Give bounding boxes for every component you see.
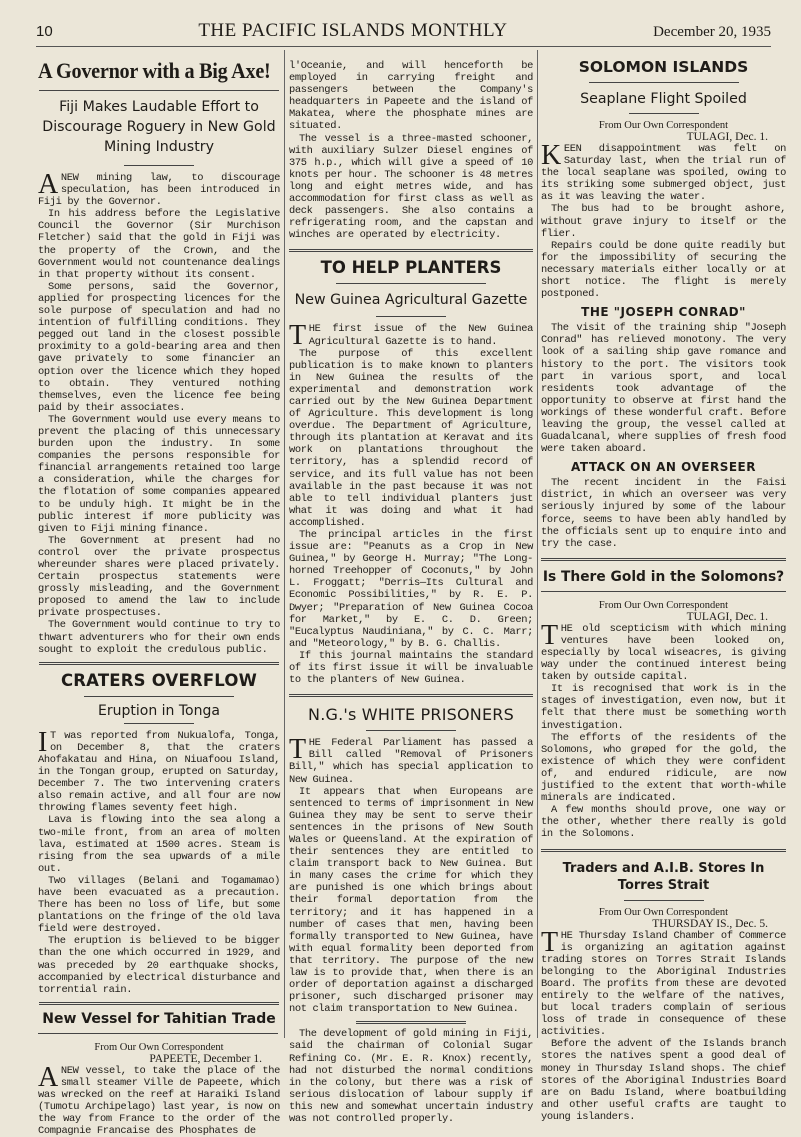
divider <box>38 1033 278 1034</box>
subhead-joseph-conrad: THE "JOSEPH CONRAD" <box>581 305 746 320</box>
article-paragraph: Some persons, said the Governor, applied for prospecting licences for the sole purpose of speculation and had no intention of fulfilling conditions. They pegged out land in the closest possible proximity to a gold-bearing area and then gave privately to some financier an option over the licence which they hoped to obtain. They ventured nothing themselves, even the licence fee being paid by their associates. <box>38 280 280 414</box>
drop-cap: I <box>38 726 47 758</box>
article-paragraph: A few months should prove, one way or the other, whether there really is gold in the Solomons. <box>541 804 786 841</box>
article-paragraph: Lava is flowing into the sea along a two-mile front, from an area of molten lava, estimated at 1500 acres. Steam is rising from the sea upwards of a mile out. <box>38 814 280 875</box>
divider <box>39 662 279 665</box>
article-paragraph: A NEW vessel, to take the place of the small steamer Ville de Papeete, which was wrecked on the reef at Haraiki Island (Tumotu Archipelago) last year, is now on the way from France to the order of the Compagnie Francaise des Phosphates de <box>38 1061 280 1137</box>
drop-cap: A <box>38 169 58 200</box>
article-paragraph: In his address before the Legislative Council the Governor (Sir Murchison Fletcher) said that the gold in Fiji was the property of the Crown, and the Government would not countenance dealings in that property without its consent. <box>38 208 280 281</box>
drop-cap: K <box>541 140 561 171</box>
article-paragraph: The Government would use every means to prevent the placing of this unnecessary burden upon the industry. In some companies the persons responsible for financial arrangements retained too large a consideration, while the charges for the flotation of some companies appeared to be unduly high. It might be in the public interest if more publicity was given to Fiji mining finance. <box>38 413 280 535</box>
dateline: PAPEETE, December 1. <box>149 1052 262 1065</box>
divider <box>541 591 786 592</box>
divider <box>124 723 194 724</box>
subhead-seaplane: Seaplane Flight Spoiled <box>580 91 747 107</box>
dateline: TULAGI, Dec. 1. <box>686 610 768 623</box>
headline-gold: Is There Gold in the Solomons? <box>542 568 785 585</box>
article-paragraph: The efforts of the residents of the Solomons, who grøped for the gold, the existence of which they were confident of, and endured ridicule, are now justified to the extent that worth-while minerals are indicated. <box>541 731 786 805</box>
divider <box>624 900 704 901</box>
headline-planters: TO HELP PLANTERS <box>320 258 502 278</box>
article-paragraph: A NEW mining law, to discourage speculation, has been introduced in Fiji by the Governor. <box>38 169 280 209</box>
article-paragraph: The recent incident in the Faisi district, in which an overseer was very seriously injured by some of the labour force, seems to have been ably handled by the officials sent up to enquire into and try the case. <box>541 477 786 550</box>
column-right <box>541 50 786 1123</box>
divider <box>289 694 533 697</box>
dateline: TULAGI, Dec. 1. <box>686 131 768 143</box>
divider <box>39 1002 279 1005</box>
drop-cap: T <box>289 734 306 766</box>
article-paragraph: Repairs could be done quite readily but for the impossibility of securing the necessary materials either locally or at short notice. The flight is merely postponed. <box>541 239 786 301</box>
article-paragraph: The Government at present had no control over the private prospectus whereunder shares were placed privately. Certain prospectus statements were grossly misleading, and the Government proposed to amend the law to include private prospectuses. <box>38 534 280 620</box>
article-paragraph: THE Federal Parliament has passed a Bill called "Removal of Prisoners Bill," which has special application to New Guinea. <box>289 734 533 786</box>
drop-cap: A <box>38 1061 58 1093</box>
subhead-tonga: Eruption in Tonga <box>98 702 220 719</box>
headline-tahiti: New Vessel for Tahitian Trade <box>42 1010 276 1027</box>
masthead: THE PACIFIC ISLANDS MONTHLY <box>198 20 508 41</box>
column-divider <box>537 50 538 1038</box>
correspondent-line: From Our Own Correspondent <box>598 599 729 611</box>
headline-traders: Traders and A.I.B. Stores In Torres Strait <box>562 860 765 893</box>
correspondent-line: From Our Own Correspondent <box>598 120 729 131</box>
divider <box>366 730 456 731</box>
headline-prisoners: N.G.'s WHITE PRISONERS <box>308 705 514 725</box>
article-paragraph: The development of gold mining in Fiji, said the chairman of Colonial Sugar Refining Co. (Mr. E. R. Knox) recently, had not disturbed the normal conditions in the colony, but there was a risk of serious dislocation of labour supply if this new and somewhat uncertain industry was not controlled properly. <box>289 1028 533 1126</box>
divider <box>541 558 786 561</box>
column-middle <box>289 50 533 1126</box>
article-paragraph: The visit of the training ship "Joseph Conrad" has relieved monotony. The very look of a sailing ship gave romance and history to the port. The visitors took part in various sport, and local residents took advantage of the opportunity to observe at first hand the workings of these wonderful craft. Before leaving the group, the vessel called at Guadalcanal, where supplies of fresh food were taken aboard. <box>541 322 786 456</box>
column-left <box>38 50 280 1137</box>
headline-solomons: SOLOMON ISLANDS <box>578 58 749 76</box>
article-paragraph: Two villages (Belani and Togamamao) have been evacuated as a precaution. There has been no loss of life, but some plantations on the fringe of the old lava field were destroyed. <box>38 874 280 936</box>
page-header <box>36 20 771 47</box>
subhead-gazette: New Guinea Agricultural Gazette <box>294 292 528 309</box>
article-paragraph: THE first issue of the New Guinea Agricultural Gazette is to hand. <box>289 320 533 352</box>
article-paragraph: If this journal maintains the standard of its first issue it will be invaluable to the planters of New Guinea. <box>289 649 533 687</box>
subhead-attack-overseer: ATTACK ON AN OVERSEER <box>571 460 756 475</box>
correspondent-line: From Our Own Correspondent <box>598 906 729 918</box>
drop-cap: T <box>289 320 306 352</box>
headline-governor: A Governor with a Big Axe! <box>38 58 271 83</box>
divider <box>541 849 786 852</box>
article-paragraph: The purpose of this excellent publication is to make known to planters in New Guinea the results of the experimental and demonstration work carried out by the New Guinea Department of Agriculture. This development is long overdue. The Department of Agriculture, through its plantation at Keravat and its work on plantations throughout the territory, has a splendid record of service, and its full value has not been available in the past because it was not able to tell individual planters just what it was doing and what it had accomplished. <box>289 347 533 529</box>
article-paragraph: It is recognised that work is in the stages of investigation, even now, but it felt that there must be something worth investigation. <box>541 683 786 732</box>
subhead-fiji: Fiji Makes Laudable Effort to Discourage Roguery in New Gold Mining Industry <box>42 99 276 155</box>
drop-cap: T <box>541 926 558 958</box>
article-paragraph: The Government would continue to try to thwart adventurers who for their own ends sought to exploit the credulous public. <box>38 619 280 656</box>
drop-cap: T <box>541 619 558 651</box>
article-paragraph: Before the advent of the Islands branch stores the natives spent a good deal of money in Thursday Island shops. The chief stores of the Aboriginal Industries Board are on Badu Island, where boatbuilding and other useful crafts are taught to young islanders. <box>541 1038 786 1123</box>
article-paragraph: I T was reported from Nukualofa, Tonga, on December 8, that the craters Ahofakatau and Hina, on Niuafoou Island, in the Tongan group, erupted on Saturday, December 7. The two intervening craters also remain active, and all four are now throwing flames seventy feet high. <box>38 726 280 815</box>
dateline: THURSDAY IS., Dec. 5. <box>652 917 768 930</box>
article-paragraph: THE old scepticism with which mining ventures have been looked on, especially by local wiseacres, is giving way under the continued interest being taken by outside capital. <box>541 619 786 684</box>
article-paragraph: The bus had to be brought ashore, without grave injury to itself or the flier. <box>541 203 786 240</box>
article-paragraph: It appears that when Europeans are sentenced to terms of imprisonment in New Guinea they may be sent to serve their sentences in the prisons of New South Wales or Queensland. At the expiration of their sentences they are entitled to claim transport back to New Guinea. But in many cases the crime for which they are punished is one which brings about their formal deportation from the territory; and it has happened in a number of cases that men, having been formally transported to New Guinea, have with equal formality been deported from that territory. The purpose of the new law is to provide that, when there is an order of deportation against a discharged prisoner, such discharged prisoner may not claim transportation to New Guinea. <box>289 785 533 1016</box>
article-paragraph: The eruption is believed to be bigger than the one which occurred in 1929, and was preceded by 20 earthquake shocks, accompanied by electrical disturbance and torrential rain. <box>38 935 280 996</box>
divider <box>589 82 739 83</box>
column-divider <box>284 50 285 1038</box>
article-paragraph: The principal articles in the first issue are: "Peanuts as a Crop in New Guinea," by George H. Murray; "The Long-horned Treehopper of Coconuts," by John L. Froggatt; "Derris—Its Cultural and Economic Possibilities," by R. E. P. Dwyer; "Preparation of New Guinea Cocoa for Market," by E. C. D. Green; "Eucalyptus Naudiniana," by C. C. Marr; and "Meteorology," by B. G. Challis. <box>289 529 533 650</box>
article-paragraph: The vessel is a three-masted schooner, with auxiliary Sulzer Diesel engines of 375 h.p., which will give a speed of 10 knots per hour. The schooner is 48 metres long and eight metres wide, and has accommodation for first class as well as deck passengers. She also contains a refrigerating room, and the capstan and winches are operated by electricity. <box>289 132 533 242</box>
divider <box>376 316 446 317</box>
divider <box>629 113 699 114</box>
issue-date: December 20, 1935 <box>653 24 771 40</box>
headline-craters: CRATERS OVERFLOW <box>60 670 258 690</box>
page-number: 10 <box>36 23 53 40</box>
article-paragraph: l'Oceanie, and will henceforth be employed in carrying freight and passengers between the Company's headquarters in Papeete and the island of Makatea, where the phosphate mines are situated. <box>289 60 533 133</box>
divider <box>39 90 279 91</box>
article-paragraph: KEEN disappointment was felt on Saturday last, when the trial run of the local seaplane was spoiled, owing to its striking some submerged object, just as it was leaving the water. <box>541 140 786 204</box>
correspondent-line: From Our Own Correspondent <box>94 1041 224 1053</box>
divider <box>84 696 234 697</box>
divider <box>356 1021 466 1024</box>
divider <box>124 165 194 166</box>
divider <box>289 249 533 252</box>
article-paragraph: THE Thursday Island Chamber of Commerce is organizing an agitation against trading stores on Torres Strait Islands belonging to the Aboriginal Industries Board. The profits from these are devoted entirely to the welfare of the natives, but local traders complain of serious loss of trade in consequence of these activities. <box>541 926 786 1039</box>
divider <box>336 283 486 284</box>
